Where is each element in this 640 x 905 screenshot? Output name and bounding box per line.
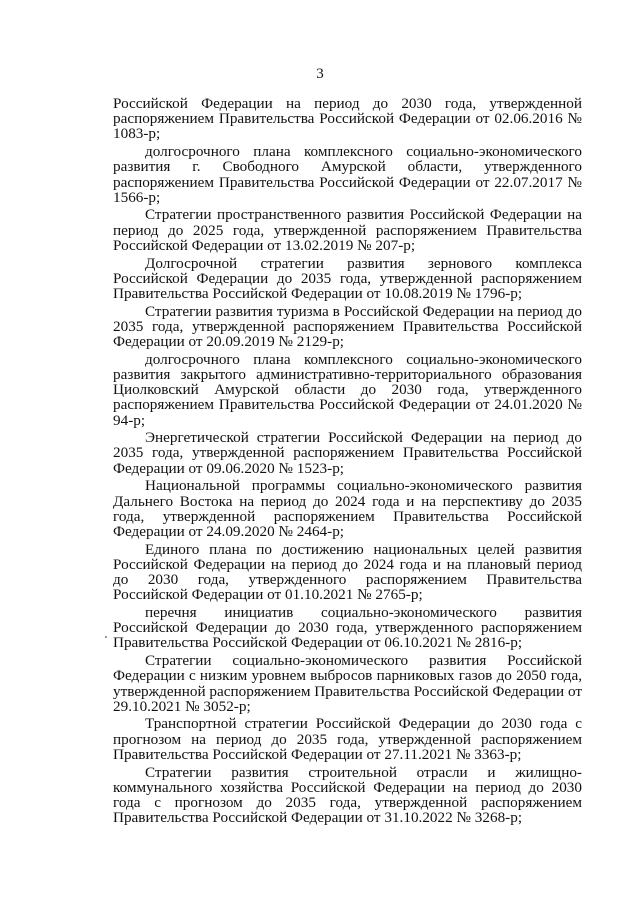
paragraph: Национальной программы социально-экономического развития Дальнего Востока на период до 2024 года и на перспективу до 2035 года, утвержденной распоряжением Правительства Российской Федерации от 24.09.2020 № 2464-р; — [113, 477, 582, 540]
paragraph: Долгосрочной стратегии развития зернового комплекса Российской Федерации до 2035 года, утвержденной распоряжением Правительства Российской Федерации от 10.08.2019 № 1796-р; — [113, 254, 582, 302]
paragraph: Стратегии развития туризма в Российской Федерации на период до 2035 года, утвержденной распоряжением Правительства Российской Федерации от 20.09.2019 № 2129-р; — [113, 302, 582, 351]
paragraph: перечня инициатив социально-экономического развития Российской Федерации до 2030 года, утвержденного распоряжением Правительства Российской Федерации от 06.10.2021 № 2816-р; — [113, 604, 582, 652]
scan-speck — [105, 636, 107, 638]
paragraph: Стратегии социально-экономического развития Российской Федерации с низким уровнем выбросов парниковых газов до 2050 года, утвержденной распоряжением Правительства Российской Федерации от 29.10.2021 № 3052-р; — [113, 652, 582, 715]
paragraph: Единого плана по достижению национальных целей развития Российской Федерации на период до 2024 года и на плановый период до 2030 года, утвержденного распоряжением Правительства Российской Федерации от 01.10.2021 № 2765-р; — [113, 540, 582, 604]
paragraph: долгосрочного плана комплексного социально-экономического развития г. Свободного Амурской области, утвержденного распоряжением Правительства Российской Федерации от 22.07.2017 № 1566-р; — [113, 143, 582, 206]
page-number: 3 — [316, 66, 324, 82]
paragraph: Энергетической стратегии Российской Федерации на период до 2035 года, утвержденной распоряжением Правительства Российской Федерации от 09.06.2020 № 1523-р; — [113, 429, 582, 477]
paragraph: Транспортной стратегии Российской Федерации до 2030 года с прогнозом на период до 2035 года, утвержденной распоряжением Правительства Российской Федерации от 27.11.2021 № 3363-р; — [113, 715, 582, 763]
paragraph: Российской Федерации на период до 2030 года, утвержденной распоряжением Правительства Российской Федерации от 02.06.2016 № 1083-р; — [113, 95, 582, 143]
paragraph: Стратегии пространственного развития Российской Федерации на период до 2025 года, утвержденной распоряжением Правительства Российской Федерации от 13.02.2019 № 207-р; — [113, 206, 582, 254]
paragraph: долгосрочного плана комплексного социально-экономического развития закрытого административно-территориального образования Циолковский Амурской области до 2030 года, утвержденного распоряжением Правительства Российской Федерации от 24.01.2020 № 94-р; — [113, 350, 582, 429]
paragraph: Стратегии развития строительной отрасли и жилищно-коммунального хозяйства Российской Федерации на период до 2030 года с прогнозом до 2035 года, утвержденной распоряжением Правительства Российской Федерации от 31.10.2022 № 3268-р; — [113, 763, 582, 827]
document-body — [113, 96, 582, 828]
